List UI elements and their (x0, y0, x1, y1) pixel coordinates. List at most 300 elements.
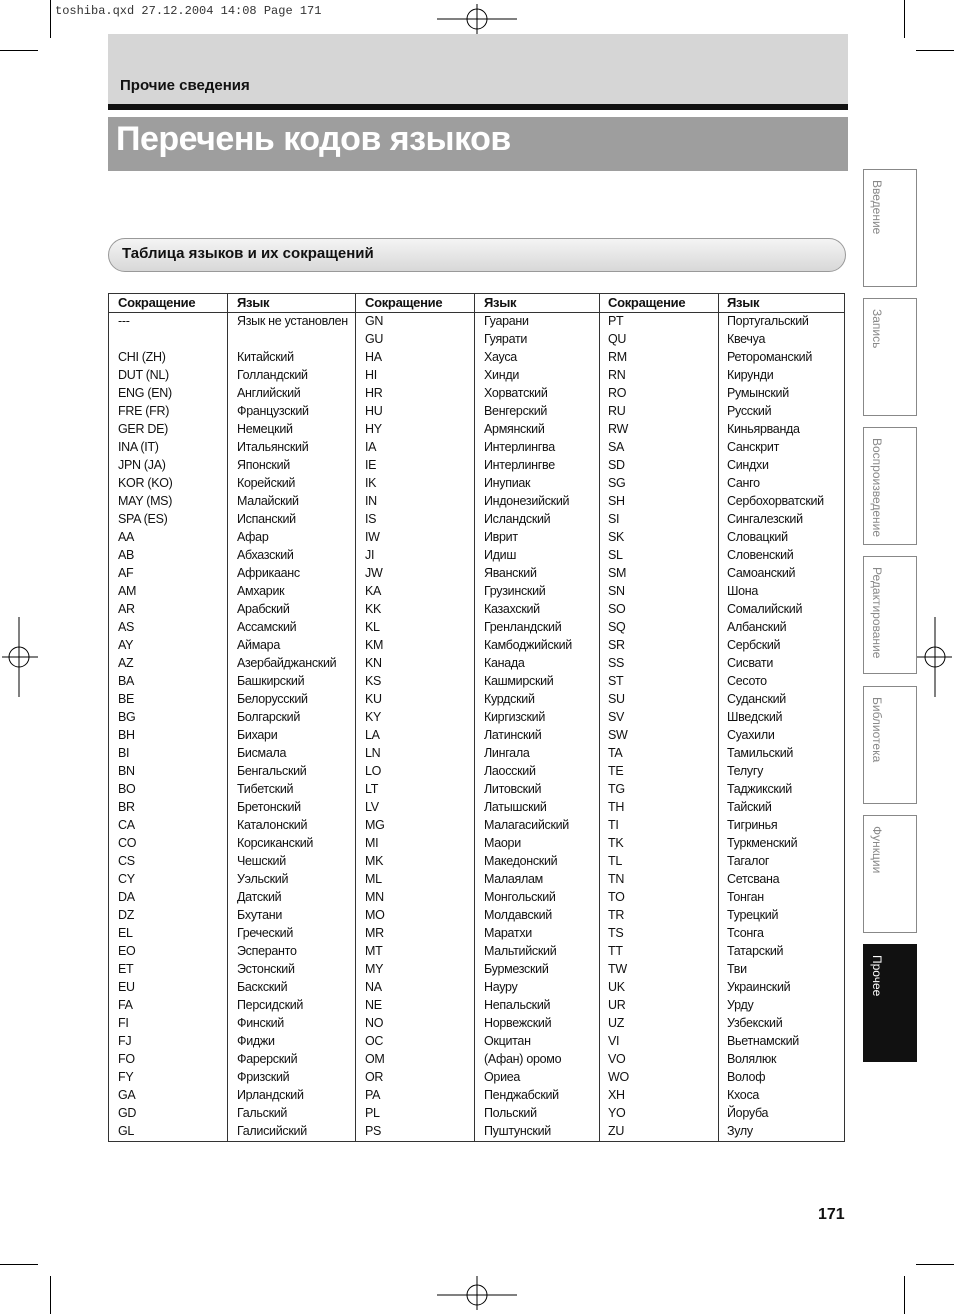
language-name-cell: Фарерский (237, 1052, 298, 1066)
language-name-cell: Пуштунский (484, 1124, 551, 1138)
language-name-cell: Абхазский (237, 548, 294, 562)
language-name-cell: Персидский (237, 998, 304, 1012)
language-code-cell: LO (365, 764, 382, 778)
language-code-cell: OC (365, 1034, 384, 1048)
language-code-cell: NA (365, 980, 382, 994)
language-name-cell: Афар (237, 530, 269, 544)
column-divider (355, 294, 356, 1141)
column-divider (474, 294, 475, 1141)
language-name-cell: Бихари (237, 728, 278, 742)
page-number: 171 (818, 1206, 845, 1223)
language-code-cell: FO (118, 1052, 135, 1066)
language-code-cell: CHI (ZH) (118, 350, 166, 364)
language-code-cell: RN (608, 368, 626, 382)
code-column-1 (118, 294, 226, 1140)
language-code-cell: TA (608, 746, 623, 760)
language-name-cell: Каталонский (237, 818, 308, 832)
code-column-2 (365, 294, 473, 1140)
language-name-cell: Бхутани (237, 908, 283, 922)
language-name-cell: Санго (727, 476, 760, 490)
language-code-cell: KU (365, 692, 382, 706)
language-name-cell: Малайский (237, 494, 299, 508)
language-code-cell: GL (118, 1124, 135, 1138)
language-name-cell: Румынский (727, 386, 789, 400)
language-name-cell: Камбоджийский (484, 638, 572, 652)
language-code-cell: MN (365, 890, 384, 904)
subheader-title: Таблица языков и их сокращений (122, 245, 374, 262)
language-name-cell: Армянский (484, 422, 545, 436)
language-code-cell: VO (608, 1052, 626, 1066)
language-name-cell: Маратхи (484, 926, 532, 940)
column-header: Сокращение (118, 295, 196, 310)
side-tab-other[interactable] (863, 944, 917, 1062)
language-name-cell: Эсперанто (237, 944, 297, 958)
language-code-cell: UR (608, 998, 626, 1012)
side-tab-label: Редактирование (870, 567, 884, 659)
language-name-cell: Узбекский (727, 1016, 783, 1030)
side-tab-label: Функции (870, 826, 884, 874)
column-header: Язык (237, 295, 270, 310)
language-code-cell: BA (118, 674, 135, 688)
language-code-cell: KY (365, 710, 382, 724)
crop-mark (50, 0, 51, 38)
language-code-cell: MT (365, 944, 383, 958)
language-code-cell: FRE (FR) (118, 404, 170, 418)
language-name-cell: Санскрит (727, 440, 780, 454)
language-name-cell: Немецкий (237, 422, 293, 436)
language-name-cell: Инупиак (484, 476, 531, 490)
crop-mark (904, 0, 905, 38)
language-name-cell: Бисмала (237, 746, 287, 760)
column-divider (718, 294, 719, 1141)
language-name-cell: Японский (237, 458, 290, 472)
language-name-cell: Интерлингва (484, 440, 555, 454)
language-name-cell: Сетсвана (727, 872, 780, 886)
language-name-cell: Бурмезский (484, 962, 549, 976)
side-tab-label: Воспроизведение (870, 438, 884, 538)
language-name-cell: Тайский (727, 800, 772, 814)
language-code-cell: FY (118, 1070, 134, 1084)
language-name-cell: Фризский (237, 1070, 290, 1084)
crop-mark (0, 1264, 38, 1265)
language-code-cell: TO (608, 890, 625, 904)
language-code-cell: SL (608, 548, 623, 562)
language-name-cell: Науру (484, 980, 518, 994)
crop-mark (916, 50, 954, 51)
language-code-cell: YO (608, 1106, 626, 1120)
language-code-cell: AZ (118, 656, 134, 670)
language-name-cell: Монгольский (484, 890, 556, 904)
language-code-cell: MI (365, 836, 379, 850)
language-name-cell: Украинский (727, 980, 791, 994)
language-code-cell: BE (118, 692, 135, 706)
language-code-cell: IK (365, 476, 377, 490)
language-code-cell: RO (608, 386, 627, 400)
language-code-cell: KL (365, 620, 380, 634)
language-code-cell: BR (118, 800, 135, 814)
language-code-cell: CY (118, 872, 135, 886)
language-code-cell: HR (365, 386, 383, 400)
language-name-cell: Иврит (484, 530, 518, 544)
language-name-cell: Тви (727, 962, 747, 976)
language-name-cell: Английский (237, 386, 301, 400)
language-code-cell: SM (608, 566, 627, 580)
language-code-cell: GU (365, 332, 384, 346)
language-name-cell: Аймара (237, 638, 280, 652)
language-code-cell: MY (365, 962, 384, 976)
language-name-cell: Корейский (237, 476, 296, 490)
language-name-cell: Сербский (727, 638, 781, 652)
language-name-cell: Голландский (237, 368, 308, 382)
language-name-cell: Индонезийский (484, 494, 570, 508)
language-code-cell: FJ (118, 1034, 132, 1048)
registration-mark-icon (437, 1274, 517, 1314)
language-code-cell: XH (608, 1088, 625, 1102)
language-name-cell: (Афан) оромо (484, 1052, 562, 1066)
registration-mark-icon (0, 617, 40, 697)
language-code-cell: BG (118, 710, 136, 724)
language-name-cell: Яванский (484, 566, 537, 580)
language-name-cell: Вьетнамский (727, 1034, 799, 1048)
language-name-cell: Туркменский (727, 836, 798, 850)
language-name-cell: Маори (484, 836, 521, 850)
column-header: Сокращение (608, 295, 686, 310)
language-code-cell: TK (608, 836, 624, 850)
language-name-cell: Волоф (727, 1070, 766, 1084)
language-name-cell: Фиджи (237, 1034, 275, 1048)
language-code-cell: GER DE) (118, 422, 168, 436)
language-code-cell: SO (608, 602, 626, 616)
language-code-cell: HI (365, 368, 377, 382)
language-name-cell: Галисийский (237, 1124, 307, 1138)
crop-mark (904, 1276, 905, 1314)
language-code-cell: KN (365, 656, 382, 670)
language-name-cell: Арабский (237, 602, 290, 616)
side-tab-recording[interactable] (863, 298, 917, 416)
language-code-cell: DA (118, 890, 135, 904)
language-code-cell: TW (608, 962, 627, 976)
language-name-cell: Малаялам (484, 872, 543, 886)
column-divider (227, 294, 228, 1141)
language-name-cell: Кашмирский (484, 674, 554, 688)
code-column-3 (608, 294, 717, 1140)
language-code-cell: CA (118, 818, 135, 832)
section-label: Прочие сведения (120, 77, 250, 94)
language-code-cell: TS (608, 926, 624, 940)
language-name-cell: Сомалийский (727, 602, 803, 616)
language-code-cell: LN (365, 746, 381, 760)
language-name-cell: Испанский (237, 512, 296, 526)
language-code-cell: IW (365, 530, 380, 544)
language-name-cell: Азербайджанский (237, 656, 337, 670)
language-code-cell: GD (118, 1106, 137, 1120)
language-name-cell: Сингалезский (727, 512, 803, 526)
language-name-cell: Кирунди (727, 368, 774, 382)
language-name-cell: Болгарский (237, 710, 301, 724)
language-code-cell: WO (608, 1070, 629, 1084)
language-code-cell: KM (365, 638, 384, 652)
language-name-cell: Казахский (484, 602, 540, 616)
language-code-cell: HY (365, 422, 382, 436)
language-code-cell: UZ (608, 1016, 625, 1030)
language-code-cell: GN (365, 314, 384, 328)
language-code-cell: SW (608, 728, 628, 742)
language-code-cell: OM (365, 1052, 385, 1066)
language-code-cell: SR (608, 638, 625, 652)
language-code-cell: SD (608, 458, 625, 472)
language-name-cell: Грузинский (484, 584, 546, 598)
language-code-cell: SS (608, 656, 625, 670)
language-code-cell: BN (118, 764, 135, 778)
language-name-cell: Итальянский (237, 440, 309, 454)
column-divider (599, 294, 600, 1141)
side-tab-label: Прочее (870, 955, 884, 997)
language-name-cell: Волялюк (727, 1052, 777, 1066)
language-code-cell: SG (608, 476, 626, 490)
language-name-cell: Киньярванда (727, 422, 800, 436)
language-code-cell: PT (608, 314, 624, 328)
language-code-cell: GA (118, 1088, 136, 1102)
language-code-cell: TG (608, 782, 625, 796)
language-name-cell: Польский (484, 1106, 537, 1120)
language-code-cell: AA (118, 530, 135, 544)
language-code-cell: JPN (JA) (118, 458, 166, 472)
language-name-cell: Ирландский (237, 1088, 304, 1102)
language-code-cell: TR (608, 908, 625, 922)
language-name-cell: Баскский (237, 980, 288, 994)
language-name-cell (237, 330, 354, 348)
side-tab-label: Введение (870, 180, 884, 235)
language-code-cell: BO (118, 782, 136, 796)
language-name-cell: Датский (237, 890, 282, 904)
language-name-cell: Киргизский (484, 710, 546, 724)
side-tab-label: Запись (870, 309, 884, 349)
language-code-cell: CS (118, 854, 135, 868)
language-code-cell: ST (608, 674, 624, 688)
language-code-cell: NO (365, 1016, 384, 1030)
crop-mark (0, 50, 38, 51)
language-code-cell: AF (118, 566, 134, 580)
language-name-cell: Канада (484, 656, 525, 670)
language-name-cell: Латышский (484, 800, 547, 814)
language-name-cell: Суданский (727, 692, 786, 706)
language-code-cell: KK (365, 602, 382, 616)
language-code-cell: TE (608, 764, 624, 778)
language-code-cell: SI (608, 512, 620, 526)
language-name-cell: Шведский (727, 710, 783, 724)
language-table (108, 293, 845, 1142)
language-code-cell: INA (IT) (118, 440, 159, 454)
language-code-cell: LA (365, 728, 380, 742)
language-name-cell: Исландский (484, 512, 551, 526)
language-name-cell: Малагасийский (484, 818, 569, 832)
language-name-cell: Окцитан (484, 1034, 531, 1048)
language-code-cell: UK (608, 980, 625, 994)
language-code-cell: SU (608, 692, 625, 706)
language-name-cell: Урду (727, 998, 754, 1012)
language-code-cell: IN (365, 494, 377, 508)
language-code-cell: CO (118, 836, 137, 850)
language-name-cell: Русский (727, 404, 772, 418)
language-code-cell: BI (118, 746, 130, 760)
language-name-cell: Хорватский (484, 386, 548, 400)
language-code-cell (118, 330, 226, 348)
language-name-cell: Хауса (484, 350, 517, 364)
language-name-cell: Хинди (484, 368, 519, 382)
column-header: Сокращение (365, 295, 443, 310)
side-tab-library[interactable] (863, 686, 917, 804)
language-code-cell: AB (118, 548, 135, 562)
language-code-cell: RM (608, 350, 627, 364)
language-code-cell: RU (608, 404, 626, 418)
language-name-cell: Гренландский (484, 620, 562, 634)
language-name-cell: Венгерский (484, 404, 548, 418)
language-name-cell: Греческий (237, 926, 294, 940)
language-code-cell: JI (365, 548, 375, 562)
language-code-cell: AY (118, 638, 134, 652)
header-rule (108, 104, 848, 110)
language-name-cell: Интерлингве (484, 458, 555, 472)
language-name-cell: Турецкий (727, 908, 779, 922)
language-name-cell: Синдхи (727, 458, 769, 472)
language-name-cell: Суахили (727, 728, 775, 742)
language-code-cell: MK (365, 854, 384, 868)
language-code-cell: SK (608, 530, 625, 544)
language-name-cell: Гуярати (484, 332, 528, 346)
language-name-cell: Кхоса (727, 1088, 760, 1102)
language-name-cell: Курдский (484, 692, 535, 706)
language-name-cell: Эстонский (237, 962, 295, 976)
language-name-cell: Мальтийский (484, 944, 557, 958)
language-name-cell: Албанский (727, 620, 787, 634)
language-code-cell: PL (365, 1106, 380, 1120)
language-name-cell: Африкаанс (237, 566, 300, 580)
side-tab-playback[interactable] (863, 427, 917, 545)
side-tab-introduction[interactable] (863, 169, 917, 287)
language-code-cell: HU (365, 404, 383, 418)
language-code-cell: AR (118, 602, 135, 616)
language-column-2 (484, 294, 598, 1140)
language-name-cell: Таджикский (727, 782, 792, 796)
language-code-cell: EU (118, 980, 135, 994)
language-code-cell: --- (118, 314, 130, 328)
crop-mark (916, 1264, 954, 1265)
language-code-cell: FI (118, 1016, 129, 1030)
language-name-cell: Французский (237, 404, 309, 418)
language-code-cell: QU (608, 332, 627, 346)
language-name-cell: Тигринья (727, 818, 778, 832)
language-name-cell: Бретонский (237, 800, 301, 814)
language-code-cell: NE (365, 998, 382, 1012)
language-code-cell: LV (365, 800, 379, 814)
language-name-cell: Сесото (727, 674, 767, 688)
language-name-cell: Китайский (237, 350, 294, 364)
language-name-cell: Тамильский (727, 746, 794, 760)
language-name-cell: Лингала (484, 746, 530, 760)
language-code-cell: ET (118, 962, 134, 976)
language-name-cell: Тагалог (727, 854, 770, 868)
language-name-cell: Латинский (484, 728, 542, 742)
language-code-cell: TN (608, 872, 625, 886)
language-code-cell: AM (118, 584, 137, 598)
language-code-cell: HA (365, 350, 382, 364)
language-code-cell: ML (365, 872, 382, 886)
language-name-cell: Амхарик (237, 584, 285, 598)
language-code-cell: KS (365, 674, 382, 688)
language-code-cell: SV (608, 710, 625, 724)
language-code-cell: FA (118, 998, 133, 1012)
language-name-cell: Ассамский (237, 620, 297, 634)
language-code-cell: IS (365, 512, 377, 526)
column-header: Язык (727, 295, 760, 310)
language-name-cell: Норвежский (484, 1016, 552, 1030)
language-name-cell: Литовский (484, 782, 542, 796)
language-name-cell: Чешский (237, 854, 286, 868)
language-code-cell: VI (608, 1034, 620, 1048)
side-tab-editing[interactable] (863, 556, 917, 674)
crop-mark (50, 1276, 51, 1314)
language-code-cell: DUT (NL) (118, 368, 169, 382)
language-name-cell: Телугу (727, 764, 764, 778)
language-code-cell: SH (608, 494, 625, 508)
language-name-cell: Бенгальский (237, 764, 307, 778)
language-name-cell: Сисвати (727, 656, 774, 670)
language-code-cell: TT (608, 944, 623, 958)
column-header: Язык (484, 295, 517, 310)
language-name-cell: Идиш (484, 548, 517, 562)
language-code-cell: IA (365, 440, 377, 454)
language-column-3 (727, 294, 845, 1140)
language-name-cell: Татарский (727, 944, 784, 958)
language-code-cell: KOR (KO) (118, 476, 173, 490)
language-code-cell: MAY (MS) (118, 494, 173, 508)
language-name-cell: Квечуа (727, 332, 766, 346)
side-tab-label: Библиотека (870, 697, 884, 763)
language-name-cell: Тибетский (237, 782, 294, 796)
language-name-cell: Тонган (727, 890, 764, 904)
language-name-cell: Словенский (727, 548, 794, 562)
language-name-cell: Пенджабский (484, 1088, 559, 1102)
language-name-cell: Сербохорватский (727, 494, 824, 508)
language-code-cell: PS (365, 1124, 382, 1138)
language-name-cell: Лаосский (484, 764, 536, 778)
language-name-cell: Уэльский (237, 872, 289, 886)
language-code-cell: DZ (118, 908, 135, 922)
language-name-cell: Тсонга (727, 926, 764, 940)
language-column-1 (237, 294, 354, 1140)
language-name-cell: Гуарани (484, 314, 529, 328)
language-name-cell: Йоруба (727, 1106, 769, 1120)
language-code-cell: EO (118, 944, 136, 958)
language-name-cell: Белорусский (237, 692, 308, 706)
language-name-cell: Зулу (727, 1124, 753, 1138)
language-code-cell: TI (608, 818, 619, 832)
language-code-cell: ENG (EN) (118, 386, 172, 400)
language-code-cell: TH (608, 800, 625, 814)
print-info-line: toshiba.qxd 27.12.2004 14:08 Page 171 (55, 4, 322, 18)
language-code-cell: BH (118, 728, 135, 742)
language-name-cell: Башкирский (237, 674, 305, 688)
language-name-cell: Ретороманский (727, 350, 812, 364)
language-code-cell: AS (118, 620, 135, 634)
language-code-cell: SPA (ES) (118, 512, 168, 526)
language-code-cell: ZU (608, 1124, 625, 1138)
language-code-cell: SQ (608, 620, 626, 634)
side-tab-functions[interactable] (863, 815, 917, 933)
language-name-cell: Ориеа (484, 1070, 521, 1084)
language-code-cell: KA (365, 584, 382, 598)
language-code-cell: EL (118, 926, 133, 940)
